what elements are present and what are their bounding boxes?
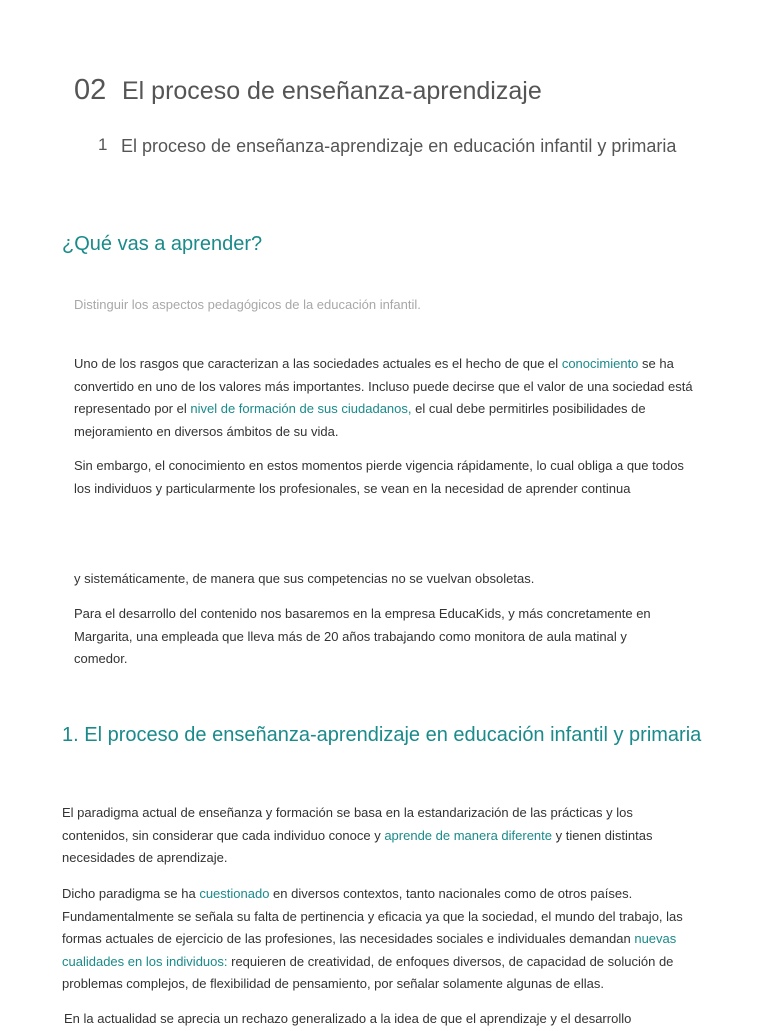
text-run: Dicho paradigma se ha: [62, 886, 200, 901]
learning-objective: Distinguir los aspectos pedagógicos de la educación infantil.: [74, 297, 421, 312]
section-1-paragraph-1: [62, 802, 662, 870]
text-run: y tienen distintas necesidades de aprendizaje.: [62, 827, 653, 865]
section-1-heading: 1. El proceso de enseñanza-aprendizaje en educación infantil y primaria: [62, 724, 702, 746]
highlight-nivel-formacion: nivel de formación de sus ciudadanos,: [190, 401, 412, 416]
section-1-paragraph-2: [62, 883, 707, 996]
chapter-title: El proceso de enseñanza-aprendizaje: [122, 77, 542, 105]
text-run: en diversos contextos, tanto nacionales como de otros países. Fundamentalmente se señala su falta de pertinencia y eficacia ya que la sociedad, el mundo del trabajo, las formas actuales de ejercicio de las profesiones, las necesidades sociales e individuales demandan: [62, 886, 683, 946]
intro-paragraph-2: Sin embargo, el conocimiento en estos momentos pierde vigencia rápidamente, lo cual obliga a que todos los individuos y particularmente los profesionales, se vean en la necesidad de aprender continua: [74, 458, 684, 496]
toc-section-title[interactable]: El proceso de enseñanza-aprendizaje en educación infantil y primaria: [121, 136, 677, 156]
toc-section-entry[interactable]: [98, 134, 698, 158]
highlight-aprende-diferente: aprende de manera diferente: [384, 827, 553, 843]
highlight-conocimiento: conocimiento: [561, 356, 639, 371]
text-run: Uno de los rasgos que caracterizan a las sociedades actuales es el hecho de que el: [74, 356, 562, 371]
chapter-number: 02: [74, 74, 107, 106]
text-run: requieren de creatividad, de enfoques diversos, de capacidad de solución de problemas complejos, de flexibilidad de pensamiento, por señalar solamente algunas de ellas.: [62, 953, 674, 991]
highlight-cuestionado: cuestionado: [199, 886, 270, 901]
chapter-header: [74, 74, 542, 107]
text-run: El paradigma actual de enseñanza y formación se basa en la estandarización de las prácticas y los contenidos, sin considerar que cada individuo conoce y: [62, 805, 633, 843]
text-run: el cual debe permitirles posibilidades de mejoramiento en diversos ámbitos de su vida.: [74, 401, 646, 439]
toc-section-number: 1: [98, 135, 108, 154]
highlight-nuevas-cualidades: nuevas cualidades en los individuos:: [62, 931, 677, 969]
learn-heading: ¿Qué vas a aprender?: [62, 233, 263, 255]
intro-paragraph-1: [74, 353, 694, 443]
text-run: se ha convertido en uno de los valores más importantes. Incluso puede decirse que el valor de una sociedad está representado por el: [74, 356, 693, 416]
intro-paragraph-3: y sistemáticamente, de manera que sus competencias no se vuelvan obsoletas.: [74, 571, 535, 586]
section-1-paragraph-3: En la actualidad se aprecia un rechazo generalizado a la idea de que el aprendizaje y el desarrollo: [64, 1011, 632, 1026]
intro-paragraph-4: Para el desarrollo del contenido nos basaremos en la empresa EducaKids, y más concretamente en Margarita, una empleada que lleva más de 20 años trabajando como monitora de aula matinal y comedor.: [74, 606, 651, 666]
